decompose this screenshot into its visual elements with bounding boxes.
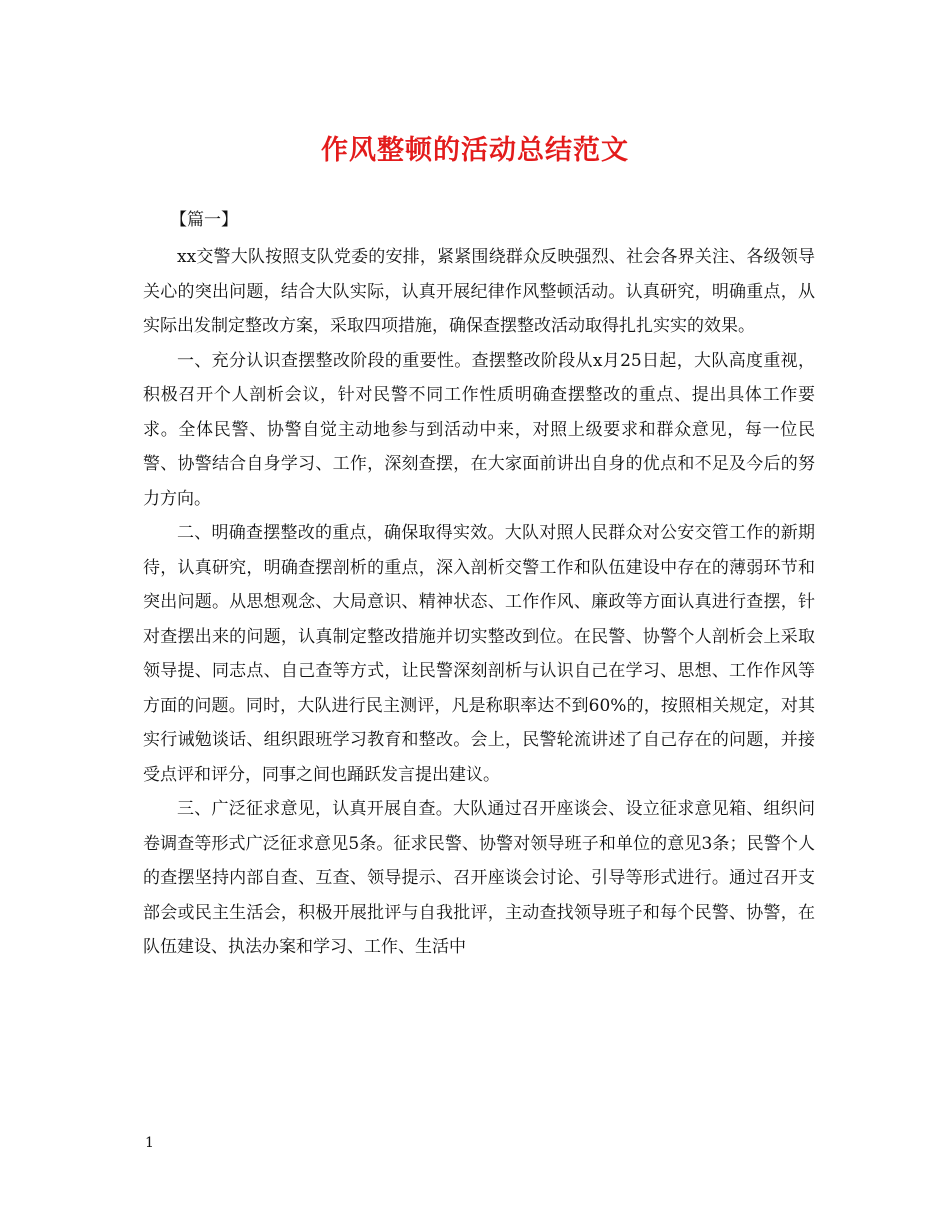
paragraph-point-one: 一、充分认识查摆整改阶段的重要性。查摆整改阶段从x月25日起，大队高度重视，积极召开个人剖析会议，针对民警不同工作性质明确查摆整改的重点、提出具体工作要求。全体民警、协警自觉主动地参与到活动中来，对照上级要求和群众意见，每一位民警、协警结合自身学习、工作，深刻查摆，在大家面前讲出自身的优点和不足及今后的努力方向。 <box>143 350 815 509</box>
section-label: 【篇一】 <box>170 210 238 230</box>
paragraph-point-two: 二、明确查摆整改的重点，确保取得实效。大队对照人民群众对公安交管工作的新期待，认真研究，明确查摆剖析的重点，深入剖析交警工作和队伍建设中存在的薄弱环节和突出问题。从思想观念、大局意识、精神状态、工作作风、廉政等方面认真进行查摆，针对查摆出来的问题，认真制定整改措施并切实整改到位。在民警、协警个人剖析会上采取领导提、同志点、自己查等方式，让民警深刻剖析与认识自己在学习、思想、工作作风等方面的问题。同时，大队进行民主测评，凡是称职率达不到60%的，按照相关规定，对其实行诫勉谈话、组织跟班学习教育和整改。会上，民警轮流讲述了自己存在的问题，并接受点评和评分，同事之间也踊跃发言提出建议。 <box>143 523 815 785</box>
document-title: 作风整顿的活动总结范文 <box>321 135 629 166</box>
document-body <box>143 240 815 965</box>
paragraph-intro: xx交警大队按照支队党委的安排，紧紧围绕群众反映强烈、社会各界关注、各级领导关心的突出问题，结合大队实际，认真开展纪律作风整顿活动。认真研究，明确重点，从实际出发制定整改方案，采取四项措施，确保查摆整改活动取得扎扎实实的效果。 <box>143 247 815 336</box>
page-number: 1 <box>145 1135 154 1151</box>
paragraph-point-three: 三、广泛征求意见，认真开展自查。大队通过召开座谈会、设立征求意见箱、组织问卷调查等形式广泛征求意见5条。征求民警、协警对领导班子和单位的意见3条；民警个人的查摆坚持内部自查、互查、领导提示、召开座谈会讨论、引导等形式进行。通过召开支部会或民主生活会，积极开展批评与自我批评，主动查找领导班子和每个民警、协警，在队伍建设、执法办案和学习、工作、生活中 <box>143 799 815 957</box>
